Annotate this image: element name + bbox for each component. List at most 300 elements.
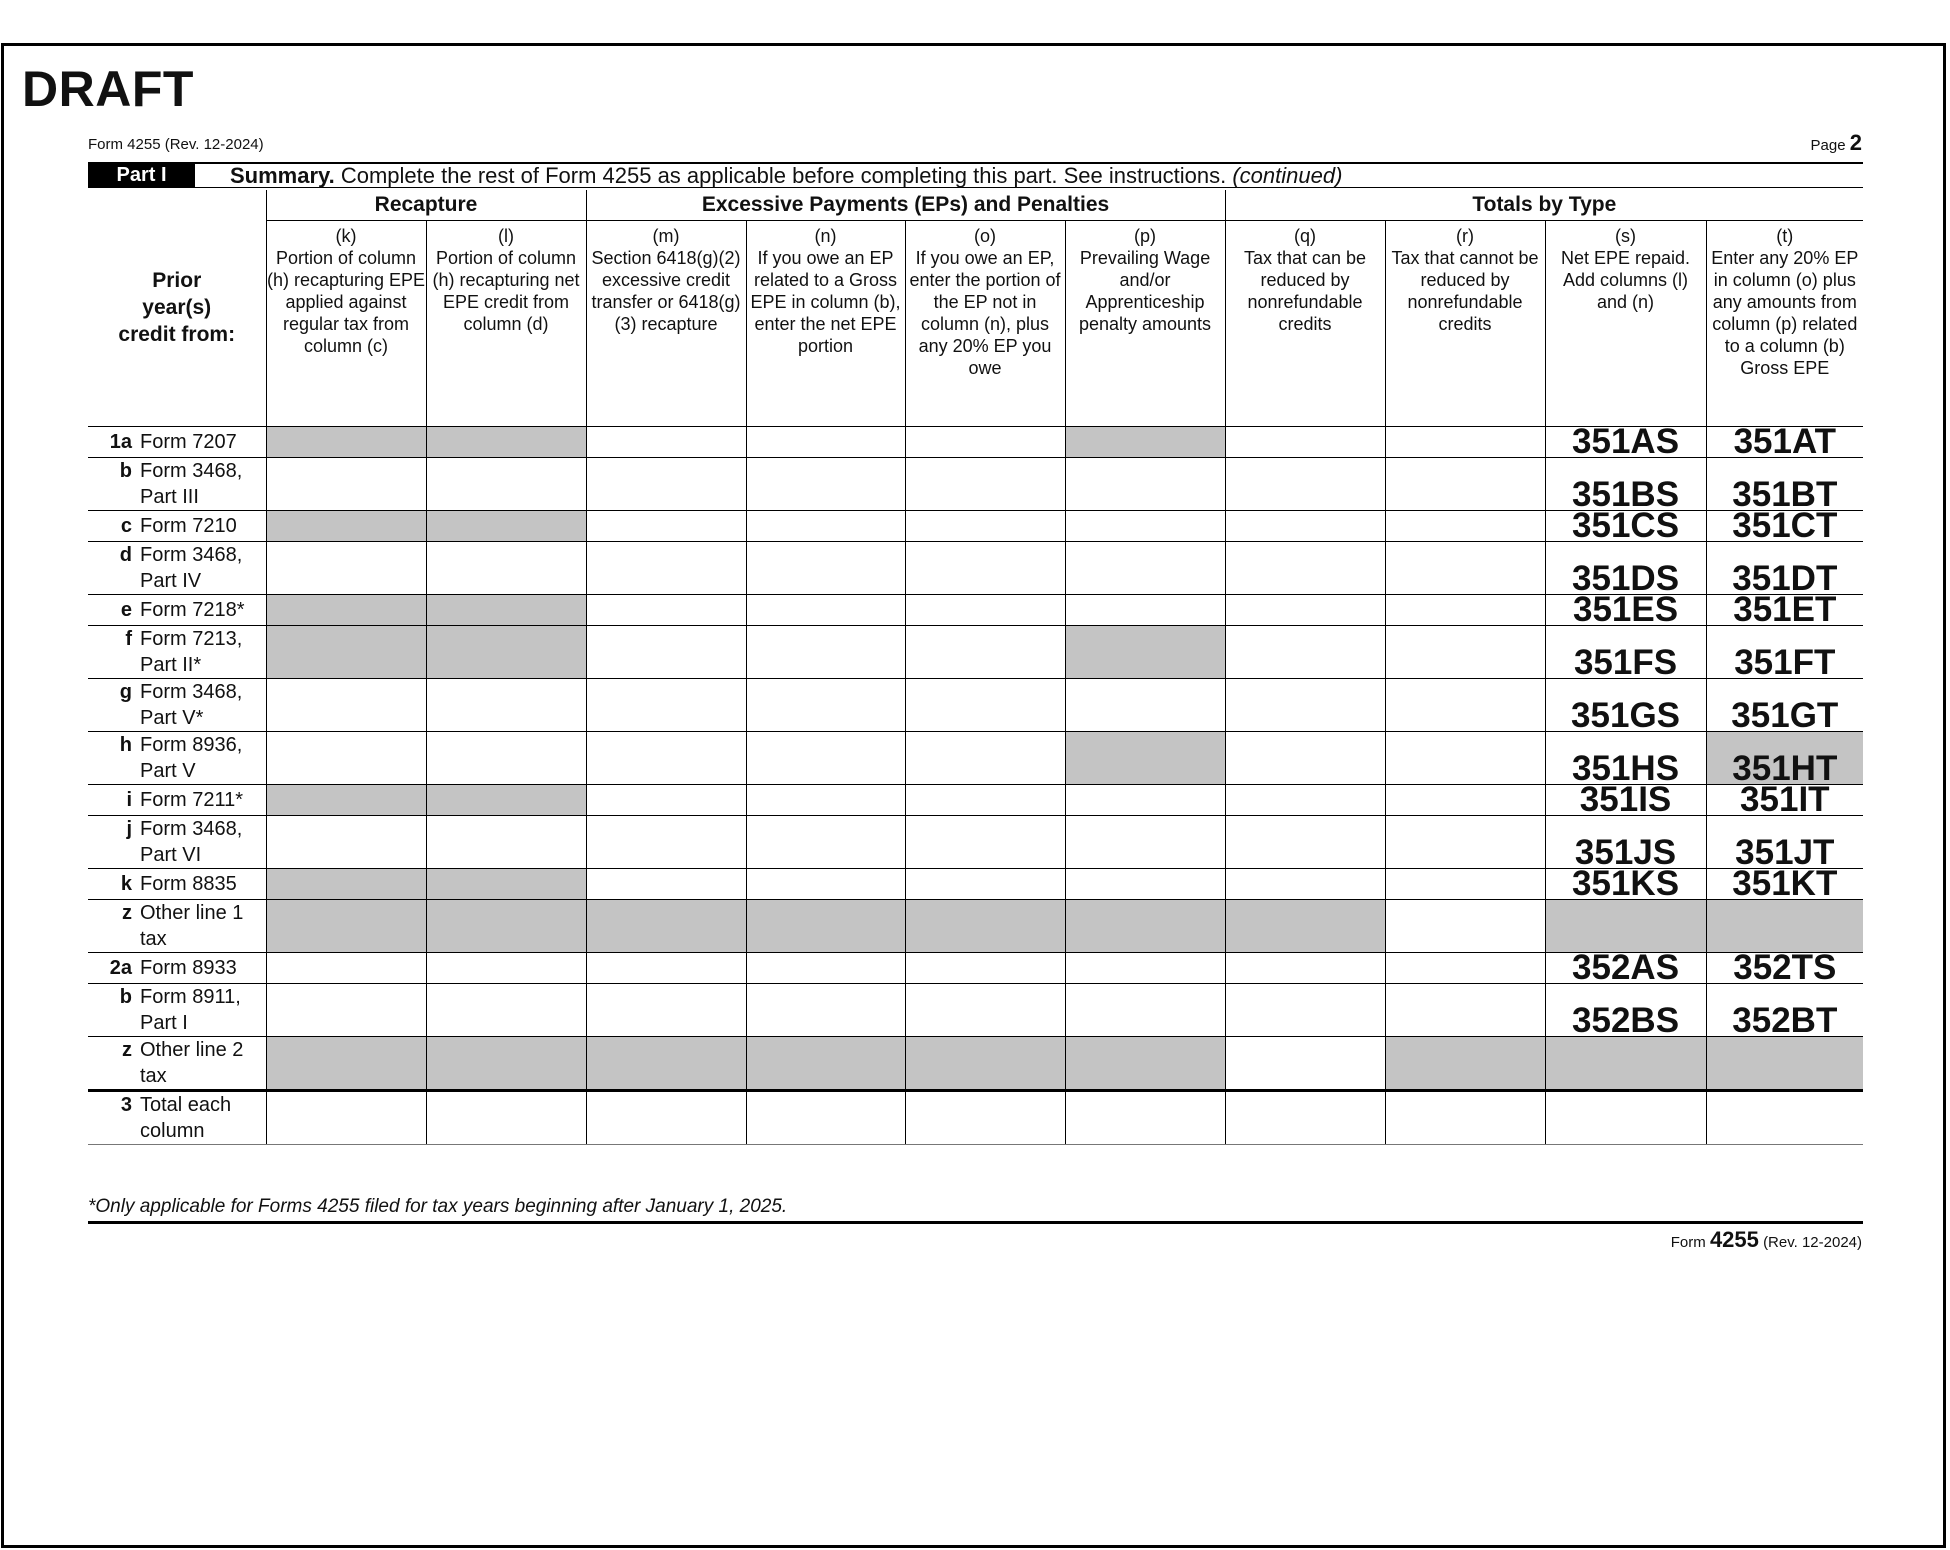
field-code: 351IT	[1740, 779, 1830, 819]
shaded-cell-t	[1706, 899, 1863, 952]
entry-cell-q[interactable]	[1225, 541, 1385, 594]
entry-cell-o[interactable]	[905, 868, 1065, 899]
footer-form-number: 4255	[1709, 1227, 1759, 1252]
field-code: 351FS	[1573, 642, 1678, 682]
entry-cell-s[interactable]	[1545, 589, 1706, 629]
field-code: 351AS	[1572, 421, 1680, 461]
entry-cell-r[interactable]	[1385, 952, 1545, 983]
field-code: 351GT	[1731, 695, 1839, 735]
shaded-cell-l	[426, 594, 586, 625]
entry-cell-s[interactable]	[1545, 457, 1706, 514]
column-description: Net EPE repaid. Add columns (l) and (n)	[1560, 247, 1691, 312]
entry-cell-n[interactable]	[746, 678, 905, 731]
entry-cell-n[interactable]	[746, 731, 905, 784]
entry-cell-t[interactable]	[1706, 815, 1863, 872]
field-code: 351IS	[1579, 779, 1672, 819]
shaded-cell-l	[426, 426, 586, 457]
shaded-cell-k	[266, 868, 426, 899]
field-code: 352BS	[1572, 1000, 1680, 1040]
entry-cell-t[interactable]	[1706, 863, 1863, 903]
entry-cell-l[interactable]	[426, 815, 586, 868]
shaded-cell-l	[426, 510, 586, 541]
entry-cell-t[interactable]	[1706, 457, 1863, 514]
column-letter: (q)	[1294, 225, 1317, 246]
shaded-cell-k	[266, 1036, 426, 1090]
entry-cell-m[interactable]	[586, 983, 746, 1036]
line-number: c	[120, 514, 132, 537]
column-letter: (m)	[652, 225, 680, 246]
column-description: Section 6418(g)(2) excessive credit transfer or 6418(g)(3) recapture	[591, 247, 741, 334]
field-code: 351AT	[1733, 421, 1837, 461]
entry-cell-n[interactable]	[746, 983, 905, 1036]
line-description: Form 7210	[140, 514, 237, 537]
entry-cell-t[interactable]	[1706, 947, 1863, 987]
entry-cell-s[interactable]	[1545, 625, 1706, 682]
column-header-m	[586, 220, 746, 426]
shaded-cell-k	[266, 784, 426, 815]
shaded-cell-t	[1706, 1036, 1863, 1090]
line-number: b	[119, 985, 132, 1008]
table-row	[88, 457, 1863, 510]
entry-cell-q[interactable]	[1225, 510, 1385, 541]
part-title-bold: Summary.	[230, 163, 335, 188]
entry-cell-s[interactable]	[1545, 421, 1706, 461]
entry-cell-k[interactable]	[266, 952, 426, 983]
row-label	[88, 784, 266, 815]
field-code: 352BT	[1732, 1000, 1838, 1040]
entry-cell-q[interactable]	[1225, 868, 1385, 899]
entry-cell-s[interactable]	[1545, 863, 1706, 903]
entry-cell-o[interactable]	[905, 541, 1065, 594]
line-description: Form 3468, Part V*	[140, 680, 243, 729]
table-row	[88, 1090, 1863, 1144]
entry-cell-s[interactable]	[1545, 541, 1706, 598]
form-footer	[1671, 1228, 1862, 1255]
entry-cell-m[interactable]	[586, 541, 746, 594]
entry-cell-t[interactable]	[1706, 541, 1863, 598]
entry-cell-r[interactable]	[1385, 457, 1545, 510]
field-code: 351BT	[1732, 474, 1838, 514]
column-letter: (s)	[1615, 225, 1637, 246]
entry-cell-k[interactable]	[266, 457, 426, 510]
entry-cell-q[interactable]	[1225, 625, 1385, 678]
part-title	[230, 164, 1342, 187]
column-letter: (r)	[1456, 225, 1475, 246]
entry-cell-t[interactable]	[1706, 505, 1863, 545]
entry-cell-n[interactable]	[746, 784, 905, 815]
shaded-cell-s	[1545, 899, 1706, 952]
field-code: 351DT	[1732, 558, 1838, 598]
entry-cell-o[interactable]	[905, 731, 1065, 784]
entry-cell-m[interactable]	[586, 731, 746, 784]
row-label	[88, 952, 266, 983]
part-title-text: Complete the rest of Form 4255 as applicable before completing this part. See instructions.	[334, 163, 1227, 188]
line-description: Form 7207	[140, 430, 237, 453]
column-header-q	[1225, 220, 1385, 426]
entry-cell-p[interactable]	[1065, 784, 1225, 815]
table-row	[88, 625, 1863, 678]
entry-cell-q[interactable]	[1225, 983, 1385, 1036]
table-row	[88, 899, 1863, 952]
entry-cell-n[interactable]	[746, 1090, 905, 1144]
entry-cell-t[interactable]	[1706, 678, 1863, 735]
line-description: Form 7213, Part II*	[140, 627, 243, 676]
line-number: h	[119, 733, 132, 756]
line-number: i	[126, 788, 132, 811]
part-tag: Part I	[88, 164, 195, 187]
shaded-cell-p	[1065, 1036, 1225, 1090]
table-row	[88, 784, 1863, 815]
table-row	[88, 868, 1863, 899]
line-description: Form 7211*	[140, 788, 244, 811]
column-description: Prevailing Wage and/or Apprenticeship penalty amounts	[1078, 247, 1212, 334]
entry-cell-p[interactable]	[1065, 983, 1225, 1036]
entry-cell-p[interactable]	[1065, 952, 1225, 983]
shaded-cell-k	[266, 510, 426, 541]
entry-cell-m[interactable]	[586, 784, 746, 815]
entry-cell-n[interactable]	[746, 457, 905, 510]
row-label	[88, 457, 266, 510]
entry-cell-q[interactable]	[1225, 678, 1385, 731]
entry-cell-n[interactable]	[746, 426, 905, 457]
draft-watermark: DRAFT	[22, 61, 194, 117]
entry-cell-r[interactable]	[1385, 815, 1545, 868]
column-header-p	[1065, 220, 1225, 426]
entry-cell-o[interactable]	[905, 678, 1065, 731]
line-number: b	[119, 459, 132, 482]
entry-cell-r[interactable]	[1385, 541, 1545, 594]
row-label	[88, 541, 266, 594]
entry-cell-l[interactable]	[426, 678, 586, 731]
page-number	[1811, 132, 1862, 157]
field-code: 352AS	[1572, 947, 1680, 987]
row-label	[88, 510, 266, 541]
entry-cell-n[interactable]	[746, 594, 905, 625]
line-description: Form 8936, Part V	[140, 733, 243, 782]
shaded-cell-l	[426, 1036, 586, 1090]
column-description: Portion of column (h) recapturing EPE applied against regular tax from column (c)	[266, 247, 426, 356]
entry-cell-s[interactable]	[1545, 1090, 1706, 1144]
column-description: If you owe an EP related to a Gross EPE in column (b), enter the net EPE portion	[750, 247, 901, 356]
line-number: 3	[120, 1093, 132, 1116]
table-row	[88, 510, 1863, 541]
entry-cell-r[interactable]	[1385, 625, 1545, 678]
column-description: Tax that can be reduced by nonrefundable credits	[1243, 247, 1367, 334]
page-number-value: 2	[1849, 130, 1862, 155]
table-row	[88, 678, 1863, 731]
entry-cell-o[interactable]	[905, 426, 1065, 457]
shaded-cell-l	[426, 784, 586, 815]
column-description: Enter any 20% EP in column (o) plus any amounts from column (p) related to a column (b) Gross EPE	[1711, 247, 1859, 378]
line-description: Form 8933	[140, 956, 237, 979]
shaded-cell-k	[266, 426, 426, 457]
entry-cell-r[interactable]	[1385, 426, 1545, 457]
entry-cell-o[interactable]	[905, 510, 1065, 541]
entry-cell-l[interactable]	[426, 731, 586, 784]
shaded-cell-n	[746, 899, 905, 952]
shaded-cell-o	[905, 1036, 1065, 1090]
shaded-cell-l	[426, 899, 586, 952]
entry-cell-t[interactable]	[1706, 983, 1863, 1040]
shaded-cell-k	[266, 594, 426, 625]
entry-cell-m[interactable]	[586, 594, 746, 625]
group-recapture: Recapture	[266, 190, 586, 220]
line-number: d	[119, 543, 132, 566]
entry-cell-q[interactable]	[1225, 594, 1385, 625]
entry-cell-q[interactable]	[1225, 815, 1385, 868]
entry-cell-s[interactable]	[1545, 779, 1706, 819]
row-label	[88, 426, 266, 457]
shaded-cell-o	[905, 899, 1065, 952]
entry-cell-l[interactable]	[426, 952, 586, 983]
column-letter: (t)	[1776, 225, 1794, 246]
line-description: Other line 1 tax	[140, 901, 244, 950]
entry-cell-m[interactable]	[586, 510, 746, 541]
table-row	[88, 1036, 1863, 1090]
line-description: Form 8835	[140, 872, 237, 895]
summary-table	[88, 190, 1863, 1145]
entry-cell-t[interactable]	[1706, 421, 1863, 461]
part-title-italic: (continued)	[1226, 163, 1343, 188]
entry-cell-o[interactable]	[905, 952, 1065, 983]
entry-cell-o[interactable]	[905, 457, 1065, 510]
table-row	[88, 541, 1863, 594]
shaded-cell-n	[746, 1036, 905, 1090]
line-number: z	[122, 1038, 132, 1061]
entry-cell-t[interactable]	[1706, 1090, 1863, 1144]
footer-rule	[88, 1221, 1863, 1224]
line-number: z	[122, 901, 132, 924]
shaded-cell-m	[586, 899, 746, 952]
entry-cell-k[interactable]	[266, 541, 426, 594]
entry-cell-o[interactable]	[905, 815, 1065, 868]
entry-cell-m[interactable]	[586, 868, 746, 899]
entry-cell-q[interactable]	[1225, 457, 1385, 510]
shaded-cell-k	[266, 625, 426, 678]
entry-cell-t[interactable]	[1706, 625, 1863, 682]
entry-cell-s[interactable]	[1545, 505, 1706, 545]
entry-cell-t[interactable]	[1706, 779, 1863, 819]
line-description: Form 3468, Part III	[140, 459, 243, 508]
part-header	[88, 162, 1863, 188]
shaded-cell-s	[1545, 1036, 1706, 1090]
entry-cell-l[interactable]	[426, 983, 586, 1036]
column-letter: (l)	[498, 225, 514, 246]
entry-cell-n[interactable]	[746, 625, 905, 678]
field-code: 351DS	[1572, 558, 1680, 598]
entry-cell-o[interactable]	[905, 1090, 1065, 1144]
shaded-cell-q	[1225, 899, 1385, 952]
entry-cell-r[interactable]	[1385, 899, 1545, 952]
field-code: 351GS	[1571, 695, 1681, 735]
row-label	[88, 983, 266, 1036]
entry-cell-m[interactable]	[586, 952, 746, 983]
entry-cell-n[interactable]	[746, 952, 905, 983]
line-description: Total each column	[140, 1093, 232, 1142]
column-description: Tax that cannot be reduced by nonrefundable credits	[1391, 247, 1539, 334]
entry-cell-k[interactable]	[266, 983, 426, 1036]
field-code: 351JT	[1735, 832, 1835, 872]
entry-cell-l[interactable]	[426, 1090, 586, 1144]
entry-cell-q[interactable]	[1225, 731, 1385, 784]
column-description: Portion of column (h) recapturing net EPE credit from column (d)	[432, 247, 580, 334]
entry-cell-o[interactable]	[905, 594, 1065, 625]
table-row	[88, 731, 1863, 784]
entry-cell-r[interactable]	[1385, 678, 1545, 731]
field-code: 351ET	[1733, 589, 1837, 629]
row-label	[88, 868, 266, 899]
table-row	[88, 815, 1863, 868]
field-code: 351KS	[1572, 863, 1680, 903]
group-totals-by-type: Totals by Type	[1225, 190, 1863, 220]
entry-cell-p[interactable]	[1065, 815, 1225, 868]
entry-cell-q[interactable]	[1225, 952, 1385, 983]
footnote: *Only applicable for Forms 4255 filed for tax years beginning after January 1, 2025.	[88, 1196, 788, 1217]
row-label	[88, 625, 266, 678]
entry-cell-r[interactable]	[1385, 731, 1545, 784]
column-header-k	[266, 220, 426, 426]
entry-cell-r[interactable]	[1385, 868, 1545, 899]
field-code: 351HS	[1572, 748, 1680, 788]
entry-cell-o[interactable]	[905, 983, 1065, 1036]
shaded-cell-r	[1385, 1036, 1545, 1090]
row-label	[88, 678, 266, 731]
table-row	[88, 594, 1863, 625]
shaded-cell-l	[426, 625, 586, 678]
entry-cell-r[interactable]	[1385, 1090, 1545, 1144]
entry-cell-m[interactable]	[586, 815, 746, 868]
entry-cell-n[interactable]	[746, 815, 905, 868]
entry-cell-r[interactable]	[1385, 594, 1545, 625]
column-header-s	[1545, 220, 1706, 426]
entry-cell-k[interactable]	[266, 731, 426, 784]
entry-cell-p[interactable]	[1065, 594, 1225, 625]
entry-cell-r[interactable]	[1385, 510, 1545, 541]
line-description: Form 3468, Part IV	[140, 543, 243, 592]
entry-cell-p[interactable]	[1065, 457, 1225, 510]
entry-cell-q[interactable]	[1225, 1036, 1385, 1090]
entry-cell-p[interactable]	[1065, 868, 1225, 899]
field-code: 351HT	[1732, 748, 1838, 788]
line-description: Form 7218*	[140, 598, 245, 621]
entry-cell-s[interactable]	[1545, 947, 1706, 987]
row-label	[88, 1090, 266, 1144]
line-number: j	[126, 817, 132, 840]
field-code: 352TS	[1733, 947, 1837, 987]
group-excessive-payments: Excessive Payments (EPs) and Penalties	[586, 190, 1225, 220]
column-letter: (k)	[335, 225, 357, 246]
field-code: 351ES	[1572, 589, 1679, 629]
entry-cell-t[interactable]	[1706, 589, 1863, 629]
column-header-n	[746, 220, 905, 426]
entry-cell-p[interactable]	[1065, 541, 1225, 594]
entry-cell-q[interactable]	[1225, 784, 1385, 815]
column-header-o	[905, 220, 1065, 426]
entry-cell-o[interactable]	[905, 625, 1065, 678]
entry-cell-l[interactable]	[426, 541, 586, 594]
entry-cell-n[interactable]	[746, 510, 905, 541]
shaded-cell-l	[426, 868, 586, 899]
footer-form-word: Form	[1670, 1234, 1706, 1251]
table-row	[88, 426, 1863, 457]
line-description: Other line 2 tax	[140, 1038, 244, 1087]
line-description: Form 8911, Part I	[140, 985, 241, 1034]
line-number: 1a	[109, 430, 132, 453]
table-row	[88, 983, 1863, 1036]
shaded-cell-p	[1065, 625, 1225, 678]
row-label	[88, 731, 266, 784]
prior-year-label: Prior year(s) credit from:	[88, 190, 266, 426]
entry-cell-n[interactable]	[746, 868, 905, 899]
row-label	[88, 594, 266, 625]
column-description: If you owe an EP, enter the portion of the EP not in column (n), plus any 20% EP you owe	[909, 247, 1061, 378]
shaded-cell-m	[586, 1036, 746, 1090]
entry-cell-k[interactable]	[266, 1090, 426, 1144]
field-code: 351KT	[1732, 863, 1838, 903]
entry-cell-p[interactable]	[1065, 678, 1225, 731]
entry-cell-s[interactable]	[1545, 678, 1706, 735]
entry-cell-l[interactable]	[426, 457, 586, 510]
entry-cell-s[interactable]	[1545, 815, 1706, 872]
field-code: 351CS	[1572, 505, 1680, 545]
field-code: 351FT	[1734, 642, 1836, 682]
row-label	[88, 899, 266, 952]
line-number: e	[120, 598, 132, 621]
table-row	[88, 952, 1863, 983]
line-number: k	[120, 872, 132, 895]
field-code: 351JS	[1574, 832, 1677, 872]
shaded-cell-p	[1065, 426, 1225, 457]
entry-cell-s[interactable]	[1545, 731, 1706, 788]
line-number: g	[119, 680, 132, 703]
shaded-cell-k	[266, 899, 426, 952]
entry-cell-q[interactable]	[1225, 1090, 1385, 1144]
row-label	[88, 1036, 266, 1090]
entry-cell-m[interactable]	[586, 457, 746, 510]
row-label	[88, 815, 266, 868]
entry-cell-q[interactable]	[1225, 426, 1385, 457]
entry-cell-m[interactable]	[586, 625, 746, 678]
entry-cell-m[interactable]	[586, 678, 746, 731]
entry-cell-m[interactable]	[586, 426, 746, 457]
entry-cell-o[interactable]	[905, 784, 1065, 815]
entry-cell-p[interactable]	[1065, 1090, 1225, 1144]
field-code: 351CT	[1732, 505, 1838, 545]
entry-cell-r[interactable]	[1385, 784, 1545, 815]
field-code: 351BS	[1572, 474, 1680, 514]
line-number: f	[125, 627, 132, 650]
column-header-r	[1385, 220, 1545, 426]
shaded-cell-p	[1065, 899, 1225, 952]
footer-revision: (Rev. 12-2024)	[1763, 1234, 1862, 1251]
entry-cell-s[interactable]	[1545, 983, 1706, 1040]
entry-cell-k[interactable]	[266, 815, 426, 868]
entry-cell-p[interactable]	[1065, 510, 1225, 541]
form-identifier: Form 4255 (Rev. 12-2024)	[88, 136, 264, 153]
entry-cell-r[interactable]	[1385, 983, 1545, 1036]
shaded-cell-p	[1065, 731, 1225, 784]
line-description: Form 3468, Part VI	[140, 817, 243, 866]
entry-cell-k[interactable]	[266, 678, 426, 731]
column-header-l	[426, 220, 586, 426]
column-letter: (n)	[814, 225, 837, 246]
page-label: Page	[1810, 137, 1846, 154]
column-letter: (o)	[974, 225, 997, 246]
entry-cell-n[interactable]	[746, 541, 905, 594]
shaded-cell-t	[1706, 731, 1863, 788]
column-letter: (p)	[1134, 225, 1157, 246]
entry-cell-m[interactable]	[586, 1090, 746, 1144]
